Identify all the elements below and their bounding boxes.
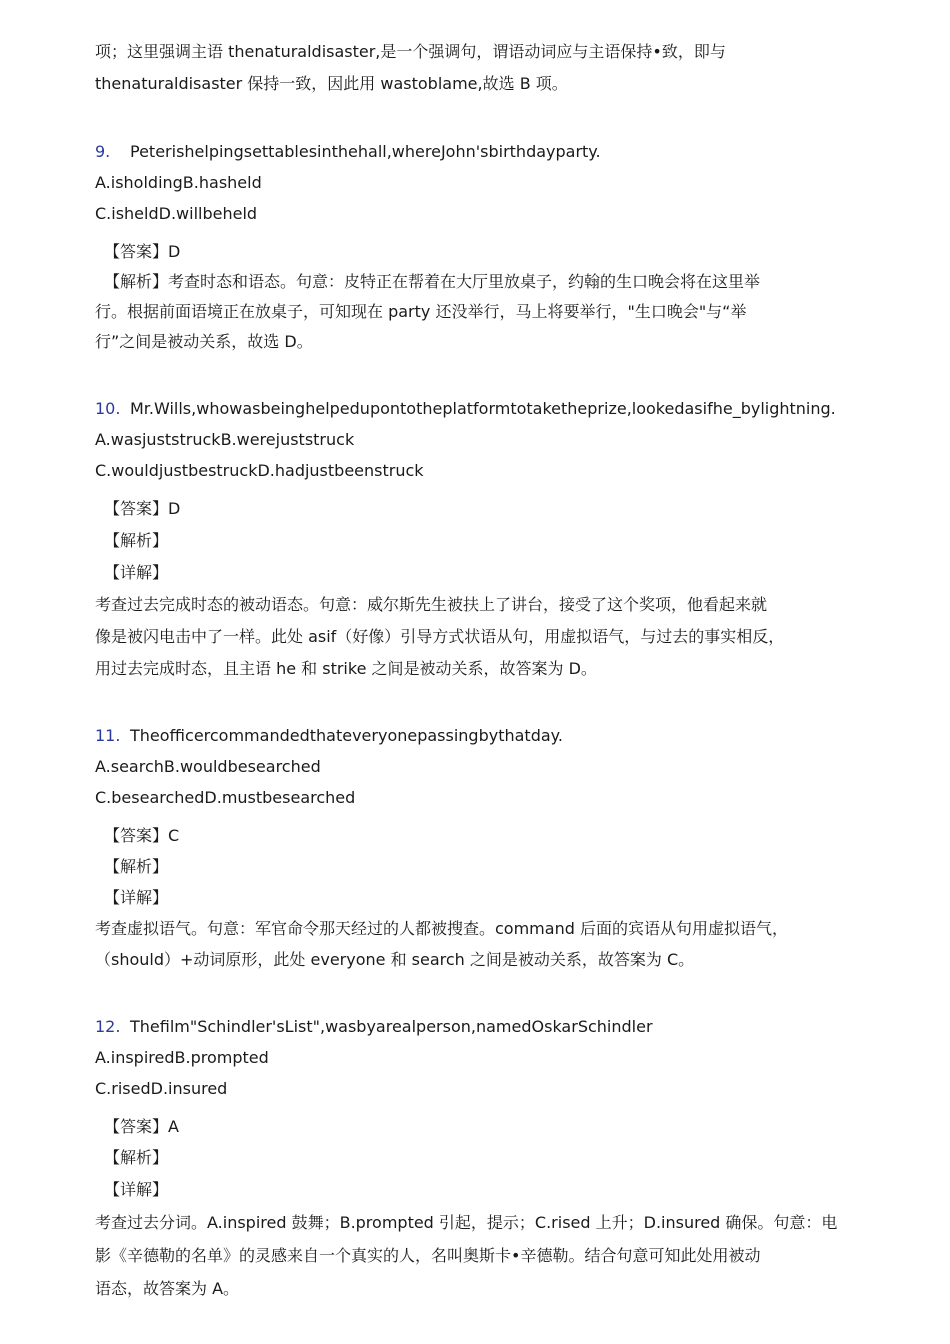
question-number: 12. bbox=[95, 1017, 121, 1036]
intro-line-1: 项；这里强调主语 thenaturaldisaster,是一个强调句，谓语动词应与主语保持•致，即与 bbox=[95, 42, 726, 61]
question-12 bbox=[95, 1017, 653, 1037]
q10-answer: 【答案】D bbox=[104, 499, 181, 518]
q10-explanation-3: 用过去完成时态，且主语 he 和 strike 之间是被动关系，故答案为 D。 bbox=[95, 659, 597, 678]
q12-answer: 【答案】A bbox=[104, 1117, 179, 1136]
question-number: 9. bbox=[95, 142, 111, 161]
question-9 bbox=[95, 142, 601, 162]
q11-explanation-1: 考查虚拟语气。句意：军官命令那天经过的人都被搜查。command 后面的宾语从句用虚拟语气， bbox=[95, 919, 788, 938]
q11-detail-label: 【详解】 bbox=[104, 888, 169, 907]
question-11 bbox=[95, 726, 563, 746]
question-stem: Peterishelpingsettablesinthehall,whereJohn'sbirthdayparty. bbox=[130, 142, 601, 161]
question-stem: Mr.Wills,whowasbeinghelpedupontotheplatformtotaketheprize,lookedasifhe_bylightning. bbox=[130, 399, 836, 418]
q10-detail-label: 【详解】 bbox=[104, 563, 169, 582]
q10-options-ab: A.wasjuststruckB.werejuststruck bbox=[95, 430, 355, 449]
q9-explanation-3: 行”之间是被动关系，故选 D。 bbox=[95, 332, 313, 351]
q9-answer: 【答案】D bbox=[104, 242, 181, 261]
question-stem: Theofficercommandedthateveryonepassingbythatday. bbox=[130, 726, 563, 745]
q12-analysis-label: 【解析】 bbox=[104, 1148, 169, 1167]
q12-explanation-2: 影《辛德勒的名单》的灵感来自一个真实的人，名叫奥斯卡•辛德勒。结合句意可知此处用被动 bbox=[95, 1246, 761, 1265]
q12-options-ab: A.inspiredB.prompted bbox=[95, 1048, 269, 1067]
q11-options-ab: A.searchB.wouldbesearched bbox=[95, 757, 321, 776]
q9-explanation-2: 行。根据前面语境正在放桌子，可知现在 party 还没举行，马上将要举行，"生口晚会"与“举 bbox=[95, 302, 747, 321]
q12-options-cd: C.risedD.insured bbox=[95, 1079, 228, 1098]
q12-explanation-3: 语态，故答案为 A。 bbox=[95, 1279, 240, 1298]
q12-detail-label: 【详解】 bbox=[104, 1180, 169, 1199]
question-10 bbox=[95, 399, 836, 419]
q11-answer: 【答案】C bbox=[104, 826, 180, 845]
q11-options-cd: C.besearchedD.mustbesearched bbox=[95, 788, 356, 807]
question-stem: Thefilm"Schindler'sList",wasbyarealperson,namedOskarSchindler bbox=[130, 1017, 653, 1036]
q9-options-cd: C.isheldD.willbeheld bbox=[95, 204, 258, 223]
q12-explanation-1: 考查过去分词。A.inspired 鼓舞；B.prompted 引起，提示；C.rised 上升；D.insured 确保。句意：电 bbox=[95, 1213, 838, 1232]
q9-options-ab: A.isholdingB.hasheld bbox=[95, 173, 262, 192]
question-number: 11. bbox=[95, 726, 121, 745]
question-number: 10. bbox=[95, 399, 121, 418]
intro-line-2: thenaturaldisaster 保持一致，因此用 wastoblame,故选 B 项。 bbox=[95, 74, 568, 93]
q9-explanation-1: 【解析】考查时态和语态。句意：皮特正在帮着在大厅里放桌子，约翰的生口晚会将在这里举 bbox=[104, 272, 761, 291]
q11-explanation-2: （should）+动词原形，此处 everyone 和 search 之间是被动关系，故答案为 C。 bbox=[95, 950, 695, 969]
q11-analysis-label: 【解析】 bbox=[104, 857, 169, 876]
q10-explanation-2: 像是被闪电击中了一样。此处 asif（好像）引导方式状语从句，用虚拟语气，与过去的事实相反， bbox=[95, 627, 785, 646]
q10-analysis-label: 【解析】 bbox=[104, 531, 169, 550]
q10-options-cd: C.wouldjustbestruckD.hadjustbeenstruck bbox=[95, 461, 424, 480]
q10-explanation-1: 考查过去完成时态的被动语态。句意：威尔斯先生被扶上了讲台，接受了这个奖项，他看起来就 bbox=[95, 595, 768, 614]
